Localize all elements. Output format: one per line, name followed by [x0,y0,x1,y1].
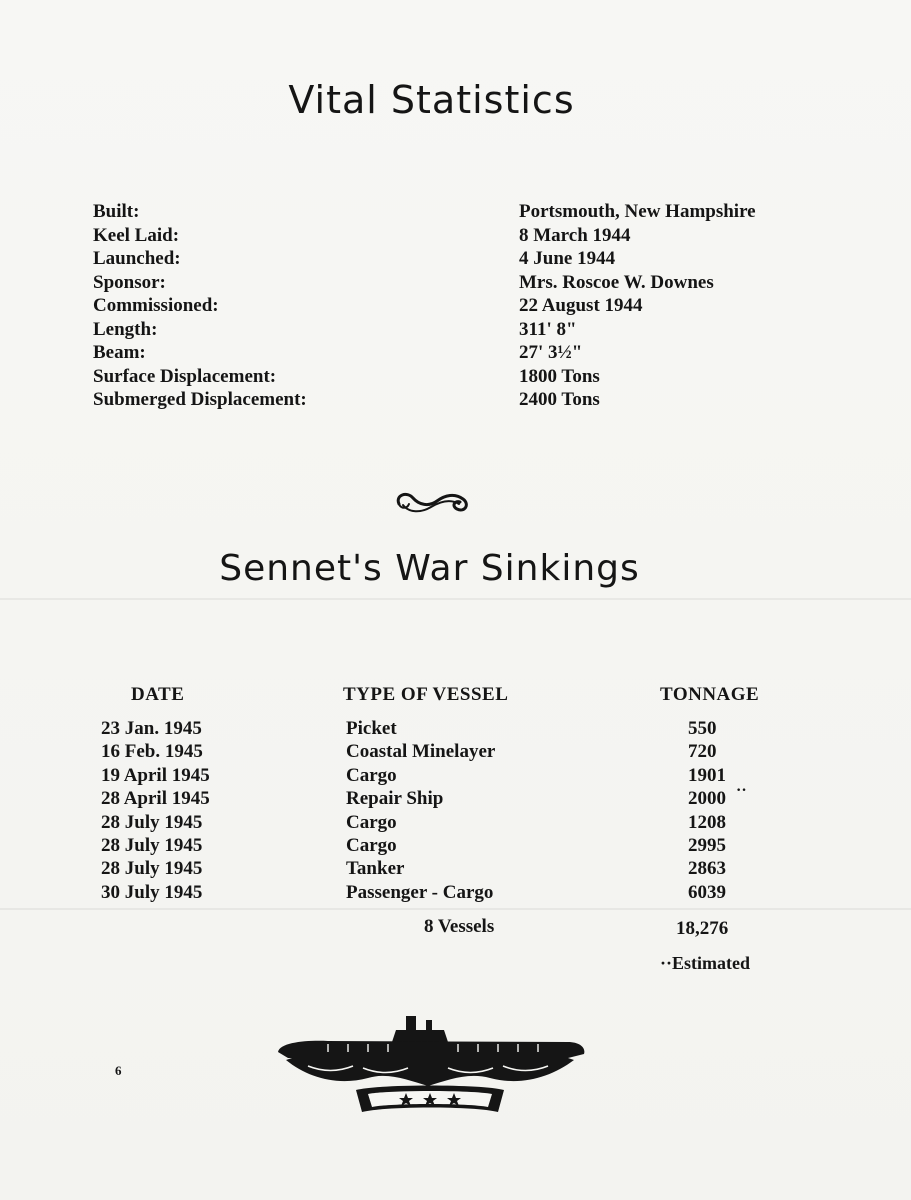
row-date: 28 July 1945 [101,834,203,856]
table-row [0,882,911,905]
stat-value-keel-laid: 8 March 1944 [519,224,631,246]
stat-label-submerged-displacement: Submerged Displacement: [93,389,307,410]
row-tonnage: 720 [688,741,717,763]
row-vessel-type: Tanker [346,858,405,880]
paper-fold-line [0,908,911,910]
column-header-date: DATE [131,684,185,705]
row-tonnage: 2995 [688,834,726,856]
table-row [0,835,911,858]
row-date: 16 Feb. 1945 [101,741,203,763]
stat-value-submerged-displacement: 2400 Tons [519,389,600,410]
vital-statistics-labels [93,200,307,412]
paper-fold-line [0,598,911,600]
stat-value-sponsor: Mrs. Roscoe W. Downes [519,271,714,293]
table-row [0,782,911,811]
stat-label-length: Length: [93,318,158,340]
stat-label-built: Built: [93,201,140,222]
stat-label-keel-laid: Keel Laid: [93,224,180,246]
stat-value-built: Portsmouth, New Hampshire [519,201,756,222]
estimated-marker: ·· [736,782,747,800]
row-tonnage: 1901 [688,764,726,786]
stat-value-surface-displacement: 1800 Tons [519,365,600,387]
stat-label-sponsor: Sponsor: [93,271,166,293]
row-date: 19 April 1945 [101,764,210,786]
stat-value-launched: 4 June 1944 [519,248,616,269]
column-header-type: TYPE OF VESSEL [343,684,509,705]
sinkings-table [0,718,911,905]
table-row [0,858,911,881]
stat-value-length: 311' 8" [519,318,577,340]
row-vessel-type: Cargo [346,834,397,856]
row-date: 28 April 1945 [101,788,210,810]
row-tonnage: 2863 [688,858,726,880]
estimated-footnote: ··Estimated [660,953,750,973]
table-row [0,741,911,764]
row-date: 28 July 1945 [101,858,203,880]
stat-label-commissioned: Commissioned: [93,295,219,316]
row-tonnage: 2000 [688,788,726,810]
total-vessels: 8 Vessels [424,916,495,937]
total-tonnage: 18,276 [676,918,729,939]
stat-label-beam: Beam: [93,342,146,363]
stat-value-commissioned: 22 August 1944 [519,295,643,316]
row-tonnage: 6039 [688,881,726,903]
row-vessel-type: Cargo [346,811,397,833]
row-date: 23 Jan. 1945 [101,718,202,739]
submarine-combat-insignia-icon [268,1008,593,1123]
stat-label-launched: Launched: [93,248,181,269]
table-row [0,718,911,741]
stat-value-beam: 27' 3½" [519,342,583,363]
row-vessel-type: Cargo [346,764,397,786]
row-vessel-type: Coastal Minelayer [346,741,496,763]
row-tonnage: 550 [688,718,717,739]
table-row [0,812,911,835]
stat-label-surface-displacement: Surface Displacement: [93,365,277,387]
table-row [0,765,911,788]
vital-statistics-values [519,200,756,412]
row-tonnage: 1208 [688,811,726,833]
row-vessel-type: Passenger - Cargo [346,881,494,903]
row-vessel-type: Picket [346,718,397,739]
column-header-tonnage: TONNAGE [660,684,760,705]
scroll-flourish-icon [393,487,473,519]
row-vessel-type: Repair Ship [346,788,444,810]
row-date: 28 July 1945 [101,811,203,833]
page-number: 6 [115,1063,122,1078]
row-date: 30 July 1945 [101,881,203,903]
war-sinkings-title: Sennet's War Sinkings [219,548,640,589]
vital-statistics-title: Vital Statistics [288,78,575,122]
